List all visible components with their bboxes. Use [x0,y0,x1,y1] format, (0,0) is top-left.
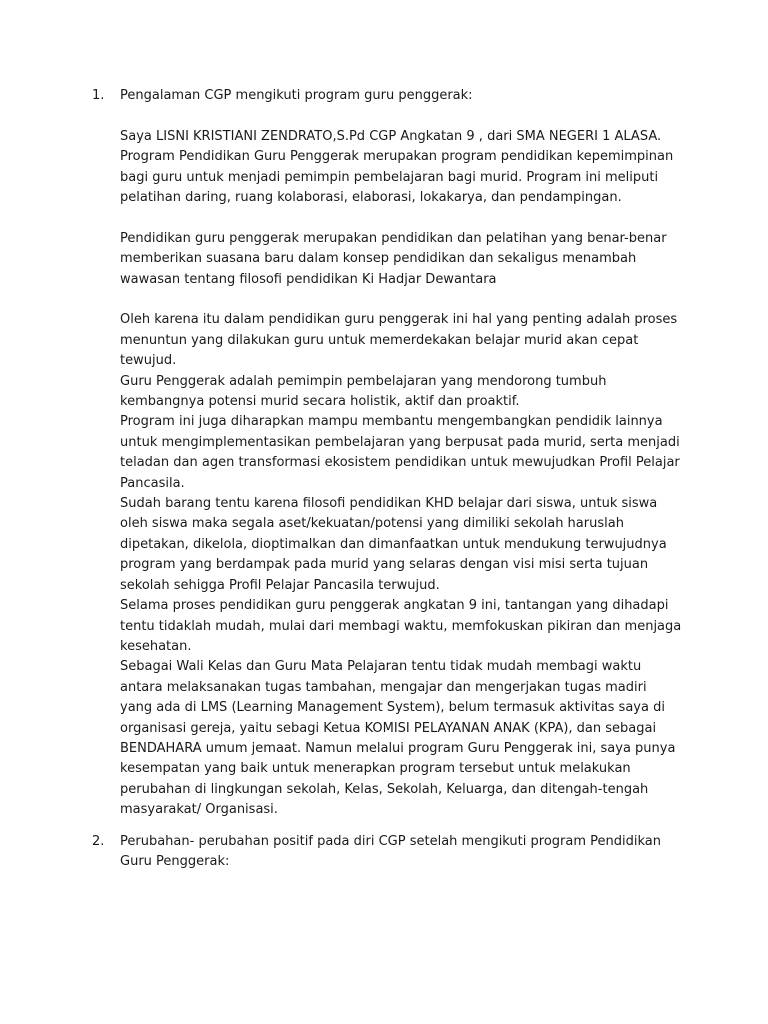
paragraph: Sudah barang tentu karena filosofi pendidikan KHD belajar dari siswa, untuk siswa oleh siswa maka segala aset/kekuatan/potensi yang dimiliki sekolah haruslah dipetakan, dikelola, dioptimalkan dan dimanfaatkan untuk mendukung terwujudnya program yang berdampak pada murid yang selaras dengan visi misi serta tujuan sekolah sehigga Profil Pelajar Pancasila terwujud. [120,496,667,593]
paragraph: Program ini juga diharapkan mampu membantu mengembangkan pendidik lainnya untuk mengimplementasikan pembelajaran yang berpusat pada murid, serta menjadi teladan dan agen transformasi ekosistem pendidikan untuk mewujudkan Profil Pelajar Pancasila. [120,414,680,491]
item-heading: Perubahan- perubahan positif pada diri CGP setelah mengikuti program Pendidikan Guru Penggerak: [120,834,661,870]
blank-line [120,208,682,228]
paragraph: Saya LISNI KRISTIANI ZENDRATO,S.Pd CGP Angkatan 9 , dari SMA NEGERI 1 ALASA. Program Pendidikan Guru Penggerak merupakan program pendidikan kepemimpinan bagi guru untuk menjadi pemimpin pembelajaran bagi murid. Program ini meliputi pelatihan daring, ruang kolaborasi, elaborasi, lokakarya, dan pendampingan. [120,128,674,206]
list-item-2 [92,832,682,873]
paragraph: Oleh karena itu dalam pendidikan guru penggerak ini hal yang penting adalah proses menuntun yang dilakukan guru untuk memerdekakan belajar murid akan cepat tewujud. [120,312,678,369]
paragraph: Selama proses pendidikan guru penggerak angkatan 9 ini, tantangan yang dihadapi tentu tidaklah mudah, mulai dari membagi waktu, memfokuskan pikiran dan menjaga kesehatan. [120,598,682,654]
item-heading: Pengalaman CGP mengikuti program guru penggerak: [120,88,473,103]
paragraph: Pendidikan guru penggerak merupakan pendidikan dan pelatihan yang benar-benar memberikan suasana baru dalam konsep pendidikan dan sekaligus menambah wawasan tentang filosofi pendidikan Ki Hadjar Dewantara [120,230,667,287]
list-item-1 [92,86,682,821]
list-number: 1. [92,88,105,103]
blank-line [120,106,682,126]
list-item-body [120,86,682,821]
blank-line [120,290,682,310]
paragraph: Guru Penggerak adalah pemimpin pembelajaran yang mendorong tumbuh kembangnya potensi murid secara holistik, aktif dan proaktif. [120,373,607,410]
list-number: 2. [92,834,105,849]
paragraph: Sebagai Wali Kelas dan Guru Mata Pelajaran tentu tidak mudah membagi waktu antara melaksanakan tugas tambahan, mengajar dan mengerjakan tugas madiri yang ada di LMS (Learning Management System), belum termasuk aktivitas saya di organisasi gereja, yaitu sebagi Ketua KOMISI PELAYANAN ANAK (KPA), dan sebagai BENDAHARA umum jemaat. Namun melalui program Guru Penggerak ini, saya punya kesempatan yang baik untuk menerapkan program tersebut untuk melakukan perubahan di lingkungan sekolah, Kelas, Sekolah, Keluarga, dan ditengah-tengah masyarakat/ Organisasi. [120,659,676,818]
list-item-body [120,832,682,873]
